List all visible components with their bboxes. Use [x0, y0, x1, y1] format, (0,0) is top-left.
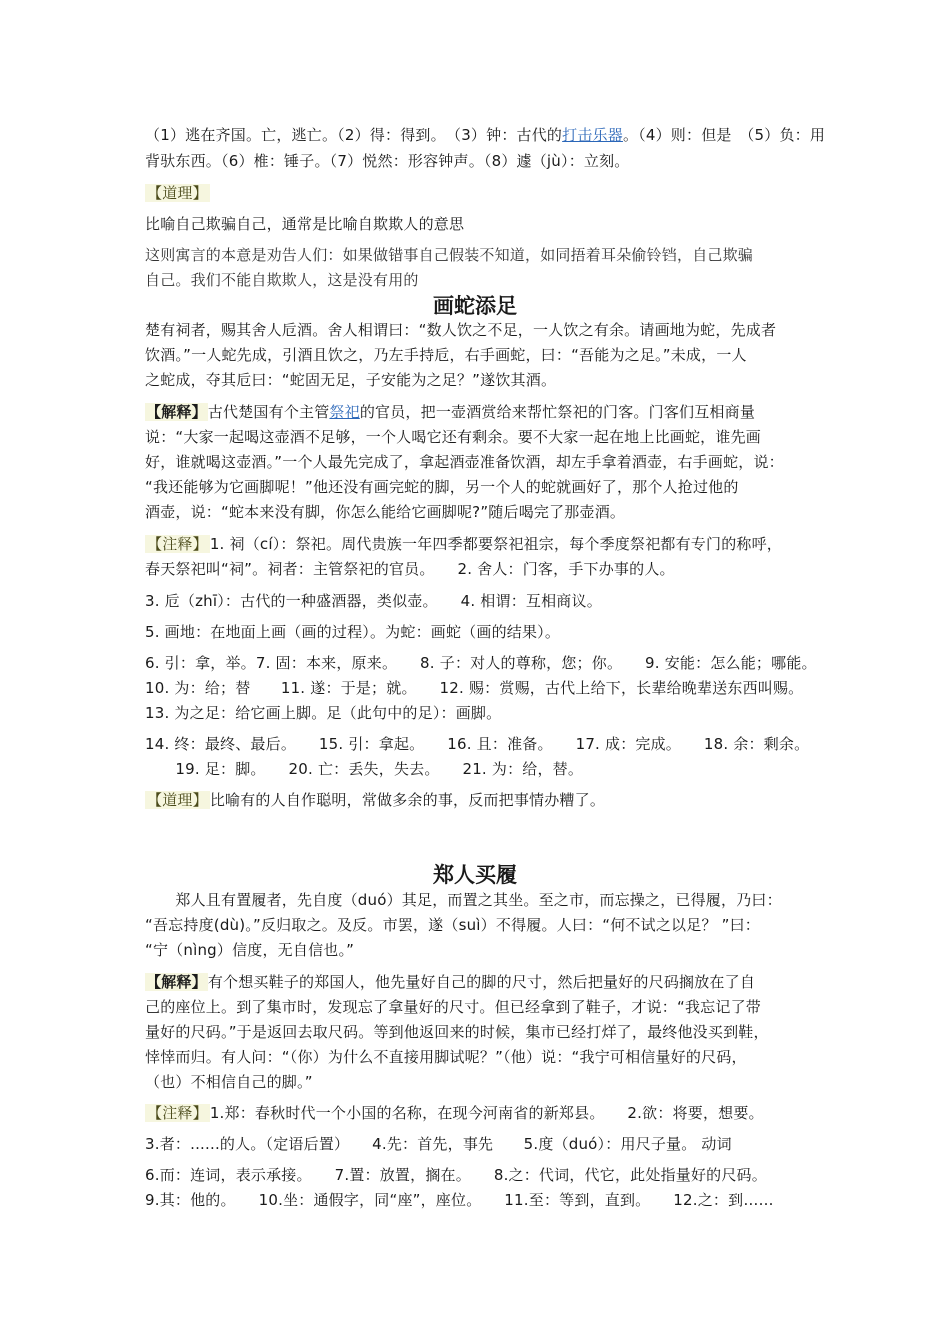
story-title: 郑人买履: [433, 862, 517, 887]
notes-line: [145, 534, 782, 554]
notes-text: 1.郑：春秋时代一个小国的名称，在现今河南省的新郑县。 2.欲：将要，想要。: [209, 1104, 764, 1122]
explanation-line: 量好的尺码。”于是返回去取尺码。等到他返回来的时候，集市已经打烊了，最终他没买到鞋，: [145, 1023, 769, 1041]
moral-line: 自己。我们不能自欺欺人，这是没有用的: [145, 271, 419, 289]
notes-text: 1. 祠（cí）：祭祀。周代贵族一年四季都要祭祀祖宗，每个季度祭祀都有专门的称呼，: [209, 535, 783, 553]
moral-line: 比喻自己欺骗自己，通常是比喻自欺欺人的意思: [145, 215, 465, 233]
story-text-line: 饮酒。”一人蛇先成，引酒且饮之，乃左手持卮，右手画蛇，曰：“吾能为之足。”未成，一人: [145, 346, 747, 364]
explanation-line: （也）不相信自己的脚。”: [145, 1073, 313, 1091]
story-text-line: “吾忘持度(dù)。”反归取之。及反。市罢，遂（suì）不得履。人曰：“何不试之以足？ ”曰：: [145, 916, 760, 934]
sacrifice-link[interactable]: 祭祀: [329, 403, 360, 421]
moral-tag: 【道理】: [147, 791, 208, 809]
story-text-line: 郑人且有置履者，先自度（duó）其足，而置之其坐。至之市，而忘操之，已得履，乃曰：: [145, 891, 782, 909]
explanation-line: 说：“大家一起喝这壶酒不足够，一个人喝它还有剩余。要不大家一起在地上比画蛇，谁先画: [145, 428, 761, 446]
notes-line: 背驮东西。（6）椎：锤子。（7）悦然：形容钟声。（8）遽（jù）：立刻。: [145, 152, 630, 170]
story-text-line: 之蛇成，夺其卮曰：“蛇固无足，子安能为之足？”遂饮其酒。: [145, 371, 557, 389]
notes-line: [145, 1103, 764, 1123]
notes-line: 19. 足：脚。 20. 亡：丢失，失去。 21. 为：给，替。: [145, 760, 584, 778]
explanation-text: 古代楚国有个主管: [207, 403, 330, 421]
explanation-text: 有个想买鞋子的郑国人，他先量好自己的脚的尺寸，然后把量好的尺码搁放在了自: [207, 973, 756, 991]
percussion-instrument-link[interactable]: 打击乐器: [562, 126, 623, 144]
explanation-line: [145, 972, 755, 992]
notes-line: 6.而：连词，表示承接。 7.置：放置，搁在。 8.之：代词，代它，此处指量好的尺码。: [145, 1166, 767, 1184]
explanation-text: 的官员，把一壶酒赏给来帮忙祭祀的门客。门客们互相商量: [359, 403, 756, 421]
story-title: 画蛇添足: [433, 293, 517, 318]
moral-heading: [145, 183, 210, 203]
explanation-line: 悻悻而归。有人问：“（你）为什么不直接用脚试呢？”（他）说：“我宁可相信量好的尺码，: [145, 1048, 747, 1066]
story-text-line: 楚有祠者，赐其舍人卮酒。舍人相谓曰：“数人饮之不足，一人饮之有余。请画地为蛇，先成者: [145, 321, 777, 339]
notes-line: 14. 终：最终、最后。 15. 引：拿起。 16. 且：准备。 17. 成：完成。 18. 余：剩余。: [145, 735, 810, 753]
notes-text: （1）逃在齐国。亡，逃亡。（2）得：得到。 （3）钟：古代的: [145, 126, 563, 144]
notes-line: 春天祭祀叫“祠”。祠者：主管祭祀的官员。 2. 舍人：门客，手下办事的人。: [145, 560, 675, 578]
notes-text: 。（4）则：但是 （5）负：用: [622, 126, 826, 144]
moral-line: [145, 790, 605, 810]
notes-line: [145, 125, 825, 145]
explanation-tag: 【解释】: [146, 973, 207, 991]
explanation-line: [145, 402, 755, 422]
moral-text: 比喻有的人自作聪明，常做多余的事，反而把事情办糟了。: [209, 791, 606, 809]
notes-line: 13. 为之足：给它画上脚。足（此句中的足）：画脚。: [145, 704, 502, 722]
notes-line: 10. 为：给；替 11. 遂：于是；就。 12. 赐：赏赐，古代上给下，长辈给晚辈送东西叫赐。: [145, 679, 804, 697]
explanation-line: “我还能够为它画脚呢！”他还没有画完蛇的脚，另一个人的蛇就画好了，那个人抢过他的: [145, 478, 739, 496]
story-text-line: “宁（nìng）信度，无自信也。”: [145, 941, 355, 959]
notes-line: 5. 画地：在地面上画（画的过程）。为蛇：画蛇（画的结果）。: [145, 623, 561, 641]
notes-line: 3. 卮（zhī）：古代的一种盛酒器，类似壶。 4. 相谓：互相商议。: [145, 592, 602, 610]
explanation-line: 好，谁就喝这壶酒。”一个人最先完成了，拿起酒壶准备饮酒，却左手拿着酒壶，右手画蛇，说：: [145, 453, 784, 471]
notes-line: 3.者：......的人。（定语后置） 4.先：首先，事先 5.度（duó）：用尺子量。 动词: [145, 1135, 732, 1153]
explanation-line: 酒壶，说：“蛇本来没有脚，你怎么能给它画脚呢?”随后喝完了那壶酒。: [145, 503, 626, 521]
notes-tag: 【注释】: [147, 535, 208, 553]
notes-line: 6. 引：拿，举。7. 固：本来，原来。 8. 子：对人的尊称，您；你。 9. 安能：怎么能；哪能。: [145, 654, 817, 672]
notes-line: 9.其：他的。 10.坐：通假字，同“座”，座位。 11.至：等到，直到。 12.之：到……: [145, 1191, 774, 1209]
explanation-tag: 【解释】: [146, 403, 207, 421]
explanation-line: 己的座位上。到了集市时，发现忘了拿量好的尺寸。但已经拿到了鞋子，才说：“我忘记了带: [145, 998, 761, 1016]
moral-tag: 【道理】: [147, 184, 208, 202]
notes-tag: 【注释】: [147, 1104, 208, 1122]
moral-line: 这则寓言的本意是劝告人们：如果做错事自己假装不知道，如同捂着耳朵偷铃铛，自己欺骗: [145, 246, 754, 264]
